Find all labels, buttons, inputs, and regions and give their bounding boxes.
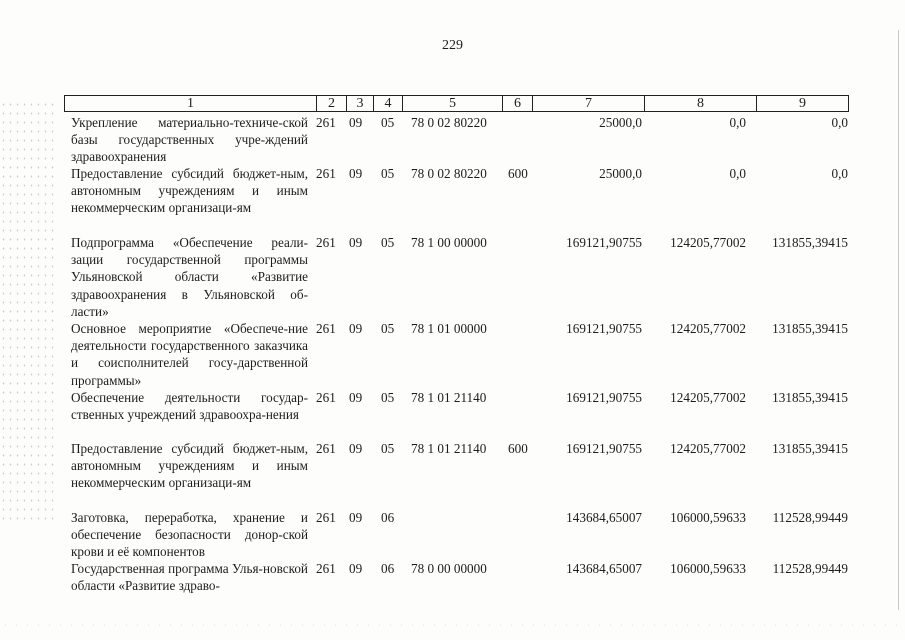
row-c6: 600 [508, 441, 528, 456]
row-name: Обеспечение деятельности государ-ственных учреждений здравоохра-нения [71, 390, 308, 423]
row-c9: 0,0 [831, 115, 848, 130]
row-c4: 05 [381, 235, 395, 250]
row-c4: 06 [381, 561, 395, 576]
row-c5: 78 1 01 21140 [411, 441, 487, 456]
header-col-3: 3 [347, 96, 374, 111]
row-c8: 0,0 [729, 115, 746, 130]
row-name: Государственная программа Улья-новской области «Развитие здраво- [71, 561, 308, 594]
row-c9: 131855,39415 [772, 441, 848, 456]
header-col-4: 4 [374, 96, 403, 111]
row-name: Заготовка, переработка, хранение и обеспечение безопасности донор-ской крови и её компонентов [71, 510, 308, 560]
row-c8: 124205,77002 [670, 441, 746, 456]
row-c7: 169121,90755 [566, 390, 642, 405]
row-c2: 261 [316, 115, 336, 130]
row-c8: 124205,77002 [670, 390, 746, 405]
row-c5: 78 1 01 00000 [411, 321, 487, 336]
row-c4: 05 [381, 115, 395, 130]
header-col-6: 6 [503, 96, 533, 111]
row-name: Укрепление материально-техниче-ской базы государственных учре-ждений здравоохранения [71, 115, 308, 165]
row-c7: 25000,0 [599, 115, 642, 130]
row-c2: 261 [316, 235, 336, 250]
row-c2: 261 [316, 561, 336, 576]
row-c4: 05 [381, 441, 395, 456]
row-c7: 25000,0 [599, 166, 642, 181]
row-c4: 05 [381, 390, 395, 405]
row-c9: 112528,99449 [772, 561, 848, 576]
row-c3: 09 [349, 561, 363, 576]
scan-edge-line [898, 30, 899, 610]
row-c7: 143684,65007 [566, 561, 642, 576]
row-c4: 05 [381, 321, 395, 336]
row-c8: 106000,59633 [670, 510, 746, 525]
row-c7: 143684,65007 [566, 510, 642, 525]
header-col-1: 1 [65, 96, 317, 111]
row-c7: 169121,90755 [566, 321, 642, 336]
row-c2: 261 [316, 390, 336, 405]
header-col-7: 7 [533, 96, 645, 111]
row-name: Подпрограмма «Обеспечение реали-зации государственной программы Ульяновской области «Развитие здравоохранения в Ульяновской об-ласти» [71, 235, 308, 319]
scan-noise-left [0, 100, 55, 520]
row-c9: 131855,39415 [772, 390, 848, 405]
scan-noise-bottom [0, 622, 905, 630]
row-name: Предоставление субсидий бюджет-ным, автономным учреждениям и иным некоммерческим организаци-ям [71, 166, 308, 216]
row-c7: 169121,90755 [566, 235, 642, 250]
row-c3: 09 [349, 166, 363, 181]
row-c7: 169121,90755 [566, 441, 642, 456]
row-c4: 05 [381, 166, 395, 181]
row-c8: 124205,77002 [670, 235, 746, 250]
row-c2: 261 [316, 166, 336, 181]
row-c3: 09 [349, 390, 363, 405]
row-c3: 09 [349, 510, 363, 525]
row-name: Предоставление субсидий бюджет-ным, автономным учреждениям и иным некоммерческим организаци-ям [71, 441, 308, 491]
row-c6: 600 [508, 166, 528, 181]
table-header [64, 95, 849, 112]
row-name: Основное мероприятие «Обеспече-ние деятельности государственного заказчика и соисполнителей госу-дарственной программы» [71, 321, 308, 388]
row-c2: 261 [316, 441, 336, 456]
row-c8: 106000,59633 [670, 561, 746, 576]
row-c5: 78 1 00 00000 [411, 235, 487, 250]
row-c8: 124205,77002 [670, 321, 746, 336]
row-c5: 78 0 02 80220 [411, 115, 487, 130]
row-c9: 112528,99449 [772, 510, 848, 525]
row-c3: 09 [349, 441, 363, 456]
row-c5: 78 0 02 80220 [411, 166, 487, 181]
row-c9: 131855,39415 [772, 321, 848, 336]
row-c4: 06 [381, 510, 395, 525]
row-c9: 131855,39415 [772, 235, 848, 250]
row-c3: 09 [349, 115, 363, 130]
header-col-8: 8 [645, 96, 757, 111]
header-col-2: 2 [317, 96, 347, 111]
page-number: 229 [442, 38, 463, 53]
header-col-9: 9 [799, 96, 806, 111]
row-c9: 0,0 [831, 166, 848, 181]
row-c3: 09 [349, 235, 363, 250]
header-col-5: 5 [403, 96, 503, 111]
row-c2: 261 [316, 510, 336, 525]
row-c8: 0,0 [729, 166, 746, 181]
row-c5: 78 0 00 00000 [411, 561, 487, 576]
row-c3: 09 [349, 321, 363, 336]
row-c2: 261 [316, 321, 336, 336]
row-c5: 78 1 01 21140 [411, 390, 487, 405]
